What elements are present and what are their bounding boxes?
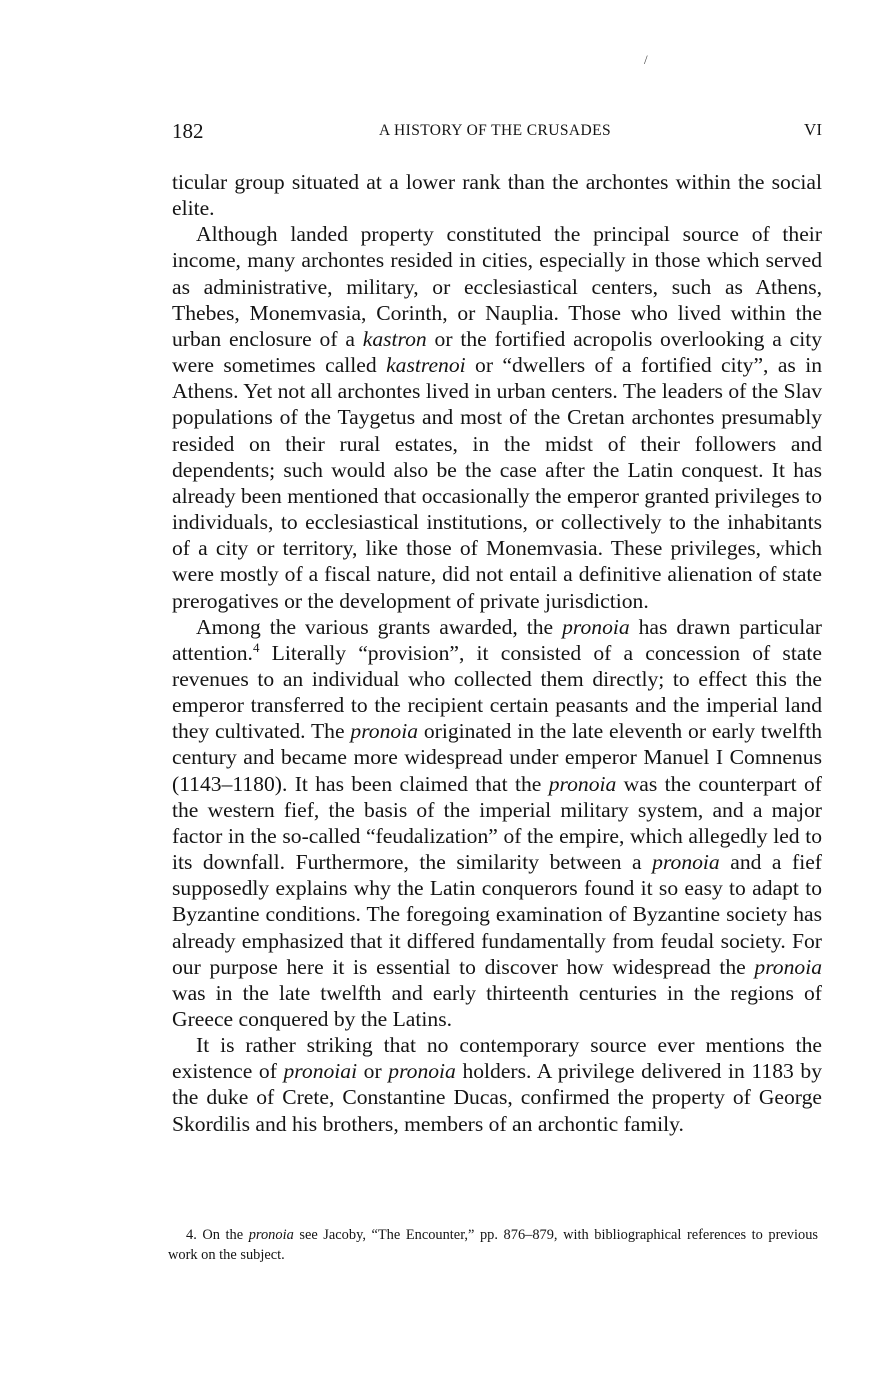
text-run: Although landed property constituted the principal source of their income, many archontes resided in cities, especially in those which served as administrative, military, or ecclesiastical centers, such as Athens, Thebes, Monemvasia, Corinth, or Nauplia. Those who lived within the urban enclosure of a: [172, 222, 822, 351]
text-run: ticular group situated at a lower rank than the archontes within the social elite.: [172, 170, 822, 221]
text-run: 4. On the: [186, 1227, 249, 1243]
italic-term: kastrenoi: [386, 353, 466, 378]
italic-term: pronoia: [388, 1059, 456, 1084]
text-run: Among the various grants awarded, the: [196, 614, 563, 639]
text-run: or: [357, 1059, 389, 1084]
italic-term: pronoiai: [283, 1059, 358, 1084]
italic-term: pronoia: [548, 771, 617, 796]
book-title: A HISTORY OF THE CRUSADES: [379, 122, 611, 139]
chapter-number: VI: [804, 120, 822, 139]
italic-term: pronoia: [562, 614, 630, 639]
text-run: It is rather striking that no contemporary source ever mentions the existence of: [172, 1033, 822, 1084]
text-run: see Jacoby, “The Encounter,” pp. 876–879, with bibliographical references to previous work on the subject.: [168, 1227, 818, 1263]
text-run: Literally “provision”, it consisted of a concession of state revenues to an individual who collected them directly; to effect this the emperor transferred to the recipient certain peasants and the imperial land they cultivated. The: [172, 640, 822, 744]
text-run: or “dwellers of a fortified city”, as in Athens. Yet not all archontes lived in urban centers. The leaders of the Slav populations of the Taygetus and most of the Cretan archontes presumably resided on their rural estates, in the midst of their followers and dependents; such would also be the case after the Latin conquest. It has already been mentioned that occasionally the emperor granted privileges to individuals, to ecclesiastical institutions, or collectively to the inhabitants of a city or territory, like those of Monemvasia. These privileges, which were mostly of a fiscal nature, did not entail a definitive alienation of state prerogatives or the development of private jurisdiction.: [172, 353, 822, 613]
italic-term: pronoia: [248, 1227, 294, 1243]
text-run: was the counterpart of the western fief, the basis of the imperial military system, and a major factor in the so-called “feudalization” of the empire, which allegedly led to its downfall. Furthermore, the similarity between a: [172, 771, 822, 875]
italic-term: kastron: [362, 326, 427, 351]
paragraph: [172, 1032, 822, 1137]
text-run: has drawn particular attention.: [172, 614, 822, 665]
running-head: [168, 119, 822, 145]
paragraph: [172, 169, 822, 221]
paragraph: [172, 221, 822, 613]
text-run: originated in the late eleventh or early twelfth century and became more widespread under emperor Manuel I Comnenus (1143–1180). It has been claimed that the: [172, 719, 822, 796]
body-text: [172, 169, 822, 1137]
footnote-ref: 4: [252, 639, 260, 655]
text-run: and a fief supposedly explains why the Latin conquerors found it so easy to adapt to Byzantine conditions. The foregoing examination of Byzantine society has already emphasized that it differed fundamentally from feudal society. For our purpose here it is essential to discover how widespread the: [172, 850, 822, 979]
text-run: holders. A privilege delivered in 1183 by the duke of Crete, Constantine Ducas, confirmed the property of George Skordilis and his brothers, members of an archontic family.: [172, 1059, 822, 1136]
stray-mark: /: [644, 52, 648, 67]
footnote: [168, 1225, 818, 1265]
italic-term: pronoia: [350, 719, 418, 744]
page-number: 182: [172, 119, 204, 143]
italic-term: pronoia: [652, 850, 720, 875]
paragraph: [172, 614, 822, 1033]
italic-term: pronoia: [754, 954, 822, 979]
text-run: was in the late twelfth and early thirteenth centuries in the regions of Greece conquered by the Latins.: [172, 980, 822, 1031]
text-run: or the fortified acropolis overlooking a city were sometimes called: [172, 326, 822, 378]
